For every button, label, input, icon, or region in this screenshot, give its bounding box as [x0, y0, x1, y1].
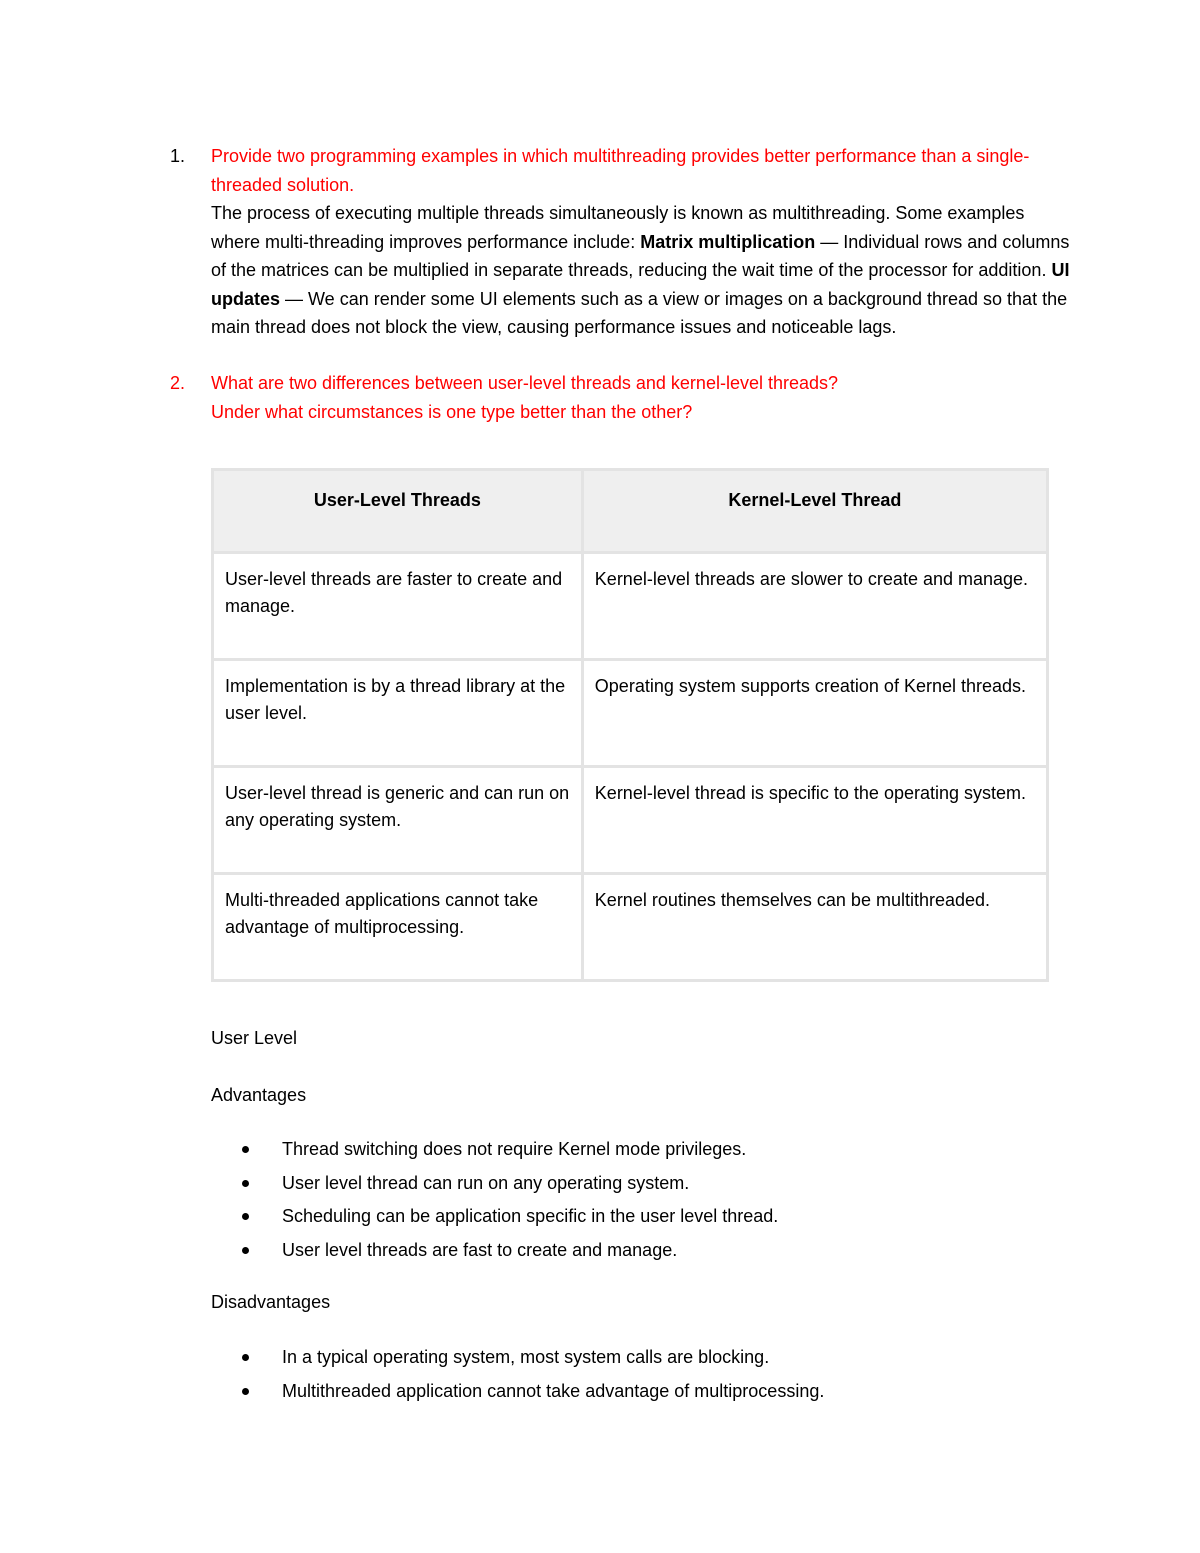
- question-number: 2.: [170, 373, 186, 393]
- question-prompt: What are two differences between user-level threads and kernel-level threads?: [211, 373, 839, 393]
- bullet-icon: [242, 1247, 249, 1254]
- list-item: [211, 1133, 778, 1167]
- bullet-icon: [242, 1388, 249, 1395]
- table-header-row: [213, 470, 1048, 553]
- question-answer: [211, 199, 1070, 342]
- table-header-cell: Kernel-Level Thread: [582, 470, 1047, 553]
- table-cell: User-level thread is generic and can run on any operating system.: [213, 767, 583, 874]
- table-cell: Implementation is by a thread library at the user level.: [213, 660, 583, 767]
- list-item-text: Thread switching does not require Kernel mode privileges.: [282, 1139, 747, 1159]
- advantages-list: [211, 1133, 778, 1268]
- question-2: [170, 369, 1070, 426]
- answer-intro: The process of executing multiple threads simultaneously is known as multithreading. Some examples where multi-threading improves performance include:: [211, 203, 1025, 252]
- question-body: [211, 142, 1070, 342]
- list-item: [211, 1200, 778, 1234]
- section-heading: User Level: [211, 1028, 298, 1048]
- question-body: [211, 369, 1070, 426]
- table-row: [213, 553, 1048, 660]
- table-cell: Kernel-level thread is specific to the operating system.: [582, 767, 1047, 874]
- list-item-text: Multithreaded application cannot take advantage of multiprocessing.: [282, 1380, 825, 1401]
- example-text: — We can render some UI elements such as a view or images on a background thread so that the main thread does not block the view, causing performance issues and noticeable lags.: [211, 288, 1068, 337]
- bullet-icon: [242, 1213, 249, 1220]
- list-item: [211, 1341, 824, 1375]
- table-row: [213, 660, 1048, 767]
- table-cell: Operating system supports creation of Kernel threads.: [582, 660, 1047, 767]
- example-title: UI updates: [211, 260, 1070, 309]
- advantages-heading: Advantages: [211, 1085, 307, 1105]
- list-item-text: In a typical operating system, most system calls are blocking.: [282, 1347, 770, 1367]
- table-row: [213, 874, 1048, 981]
- list-item: [211, 1167, 778, 1201]
- table-cell: Kernel-level threads are slower to create and manage.: [582, 553, 1047, 660]
- question-prompt: Provide two programming examples in which multithreading provides better performance than a single-threaded solution.: [211, 146, 1030, 195]
- table-header-cell: User-Level Threads: [213, 470, 583, 553]
- bullet-icon: [242, 1180, 249, 1187]
- question-prompt: Under what circumstances is one type better than the other?: [211, 401, 693, 422]
- table-cell: Multi-threaded applications cannot take advantage of multiprocessing.: [213, 874, 583, 981]
- list-item: [211, 1234, 778, 1268]
- table-cell: User-level threads are faster to create and manage.: [213, 553, 583, 660]
- disadvantages-list: [211, 1341, 824, 1408]
- list-item-text: Scheduling can be application specific in the user level thread.: [282, 1206, 779, 1227]
- bullet-icon: [242, 1146, 249, 1153]
- table-cell: Kernel routines themselves can be multithreaded.: [582, 874, 1047, 981]
- list-item-text: User level thread can run on any operating system.: [282, 1172, 690, 1193]
- list-item-text: User level threads are fast to create and manage.: [282, 1240, 678, 1261]
- table-row: [213, 767, 1048, 874]
- list-item: [211, 1375, 824, 1409]
- comparison-table: [211, 468, 1049, 982]
- disadvantages-heading: Disadvantages: [211, 1292, 331, 1312]
- question-1: [170, 142, 1070, 342]
- example-title: Matrix multiplication: [640, 231, 816, 252]
- example-text: — Individual rows and columns of the matrices can be multiplied in separate threads, reducing the wait time of the processor for addition.: [211, 231, 1070, 280]
- bullet-icon: [242, 1354, 249, 1361]
- question-number: 1.: [170, 146, 186, 166]
